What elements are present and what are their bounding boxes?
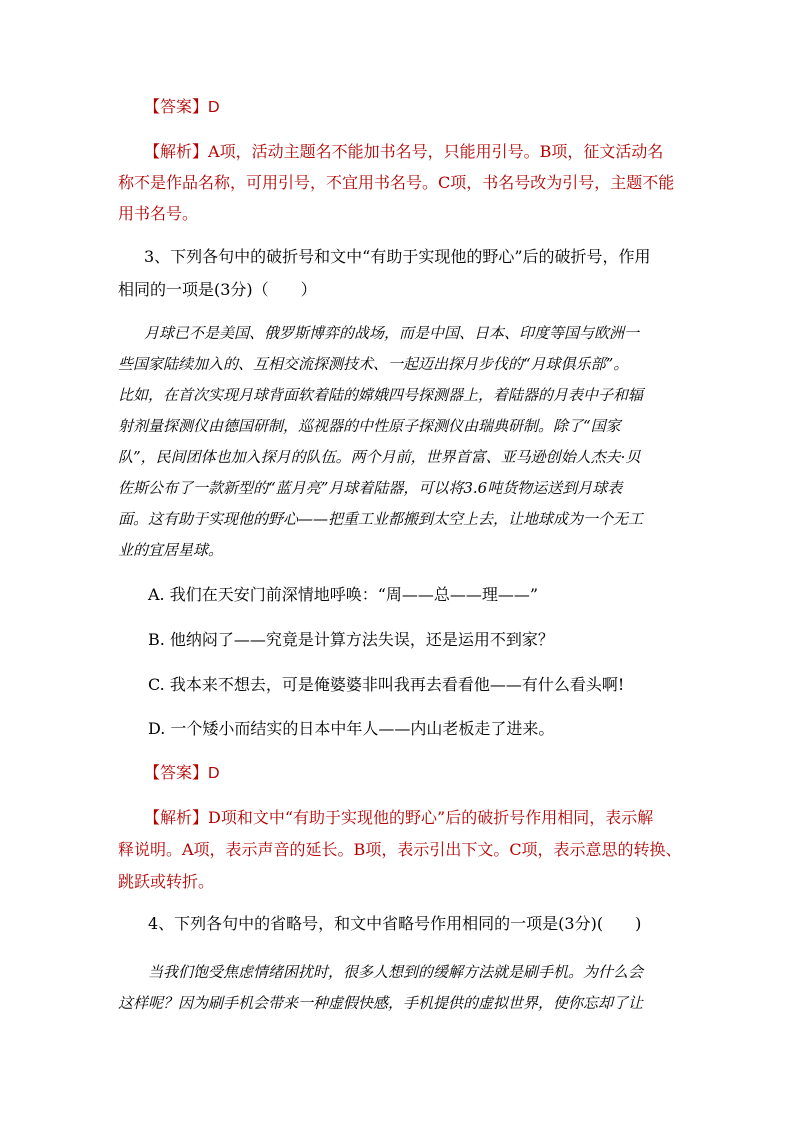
answer-label: 【答案】 [144,763,209,782]
q4-question: 4、下列各句中的省略号，和文中省略号作用相同的一项是(3分)( ) [148,914,642,933]
q3-answer [144,763,220,784]
q2-analysis-line-1 [144,142,674,162]
q3-option-a: A. 我们在天安门前深情地呼唤：“周——总——理——” [148,585,539,604]
q2-answer [144,97,220,118]
q2-analysis-line-2: 称不是作品名称，可用引号，不宜用书名号。C项，书名号改为引号，主题不能 [118,173,675,192]
q3-option-c: C. 我本来不想去，可是俺婆婆非叫我再去看看他——有什么看头啊! [148,675,625,694]
analysis-text: D项和文中“有助于实现他的野心”后的破折号作用相同，表示解 [208,808,654,827]
q3-passage-line-8: 业的宜居星球。 [118,541,224,559]
q3-passage-line-5: 队”，民间团体也加入探月的队伍。两个月前，世界首富、亚马逊创始人杰夫·贝 [118,448,641,466]
q3-analysis-line-3: 跳跃或转折。 [118,872,215,891]
q3-option-b: B. 他纳闷了——究竟是计算方法失误，还是运用不到家？ [148,630,554,649]
q3-question-line-2: 相同的一项是(3分)（ ） [118,280,317,299]
analysis-label: 【解析】 [144,808,209,827]
analysis-text: A项，活动主题名不能加书名号，只能用引号。B项，征文活动名 [208,142,664,161]
q3-passage-line-4: 射剂量探测仪由德国研制，巡视器的中性原子探测仪由瑞典研制。除了“国家 [118,417,621,435]
q3-analysis-line-2: 释说明。A项，表示声音的延长。B项，表示引出下文。C项，表示意思的转换、 [118,840,682,859]
q3-analysis-line-1 [144,808,653,828]
answer-value: D [208,765,220,782]
q3-passage-line-1: 月球已不是美国、俄罗斯博弈的战场，而是中国、日本、印度等国与欧洲一 [144,324,640,342]
answer-value: D [208,99,220,116]
q3-option-d: D. 一个矮小而结实的日本中年人——内山老板走了进来。 [148,719,555,738]
q4-passage-line-2: 这样呢？因为刷手机会带来一种虚假快感，手机提供的虚拟世界，使你忘却了让 [118,994,644,1012]
q3-passage-line-7: 面。这有助于实现他的野心——把重工业都搬到太空上去，让地球成为一个无工 [118,510,644,528]
q3-question-line-1: 3、下列各句中的破折号和文中“有助于实现他的野心”后的破折号，作用 [144,247,651,266]
q3-passage-line-3: 比如，在首次实现月球背面软着陆的嫦娥四号探测器上，着陆器的月表中子和辐 [118,386,644,404]
q3-passage-line-6: 佐斯公布了一款新型的“蓝月亮”月球着陆器，可以将3.6吨货物运送到月球表 [118,479,623,497]
q3-passage-line-2: 些国家陆续加入的、互相交流探测技术、一起迈出探月步伐的“月球俱乐部”。 [118,355,629,373]
analysis-label: 【解析】 [144,142,209,161]
q4-passage-line-1: 当我们饱受焦虑情绪困扰时，很多人想到的缓解方法就是刷手机。为什么会 [148,963,644,981]
answer-label: 【答案】 [144,97,209,116]
q2-analysis-line-3: 用书名号。 [118,204,199,223]
